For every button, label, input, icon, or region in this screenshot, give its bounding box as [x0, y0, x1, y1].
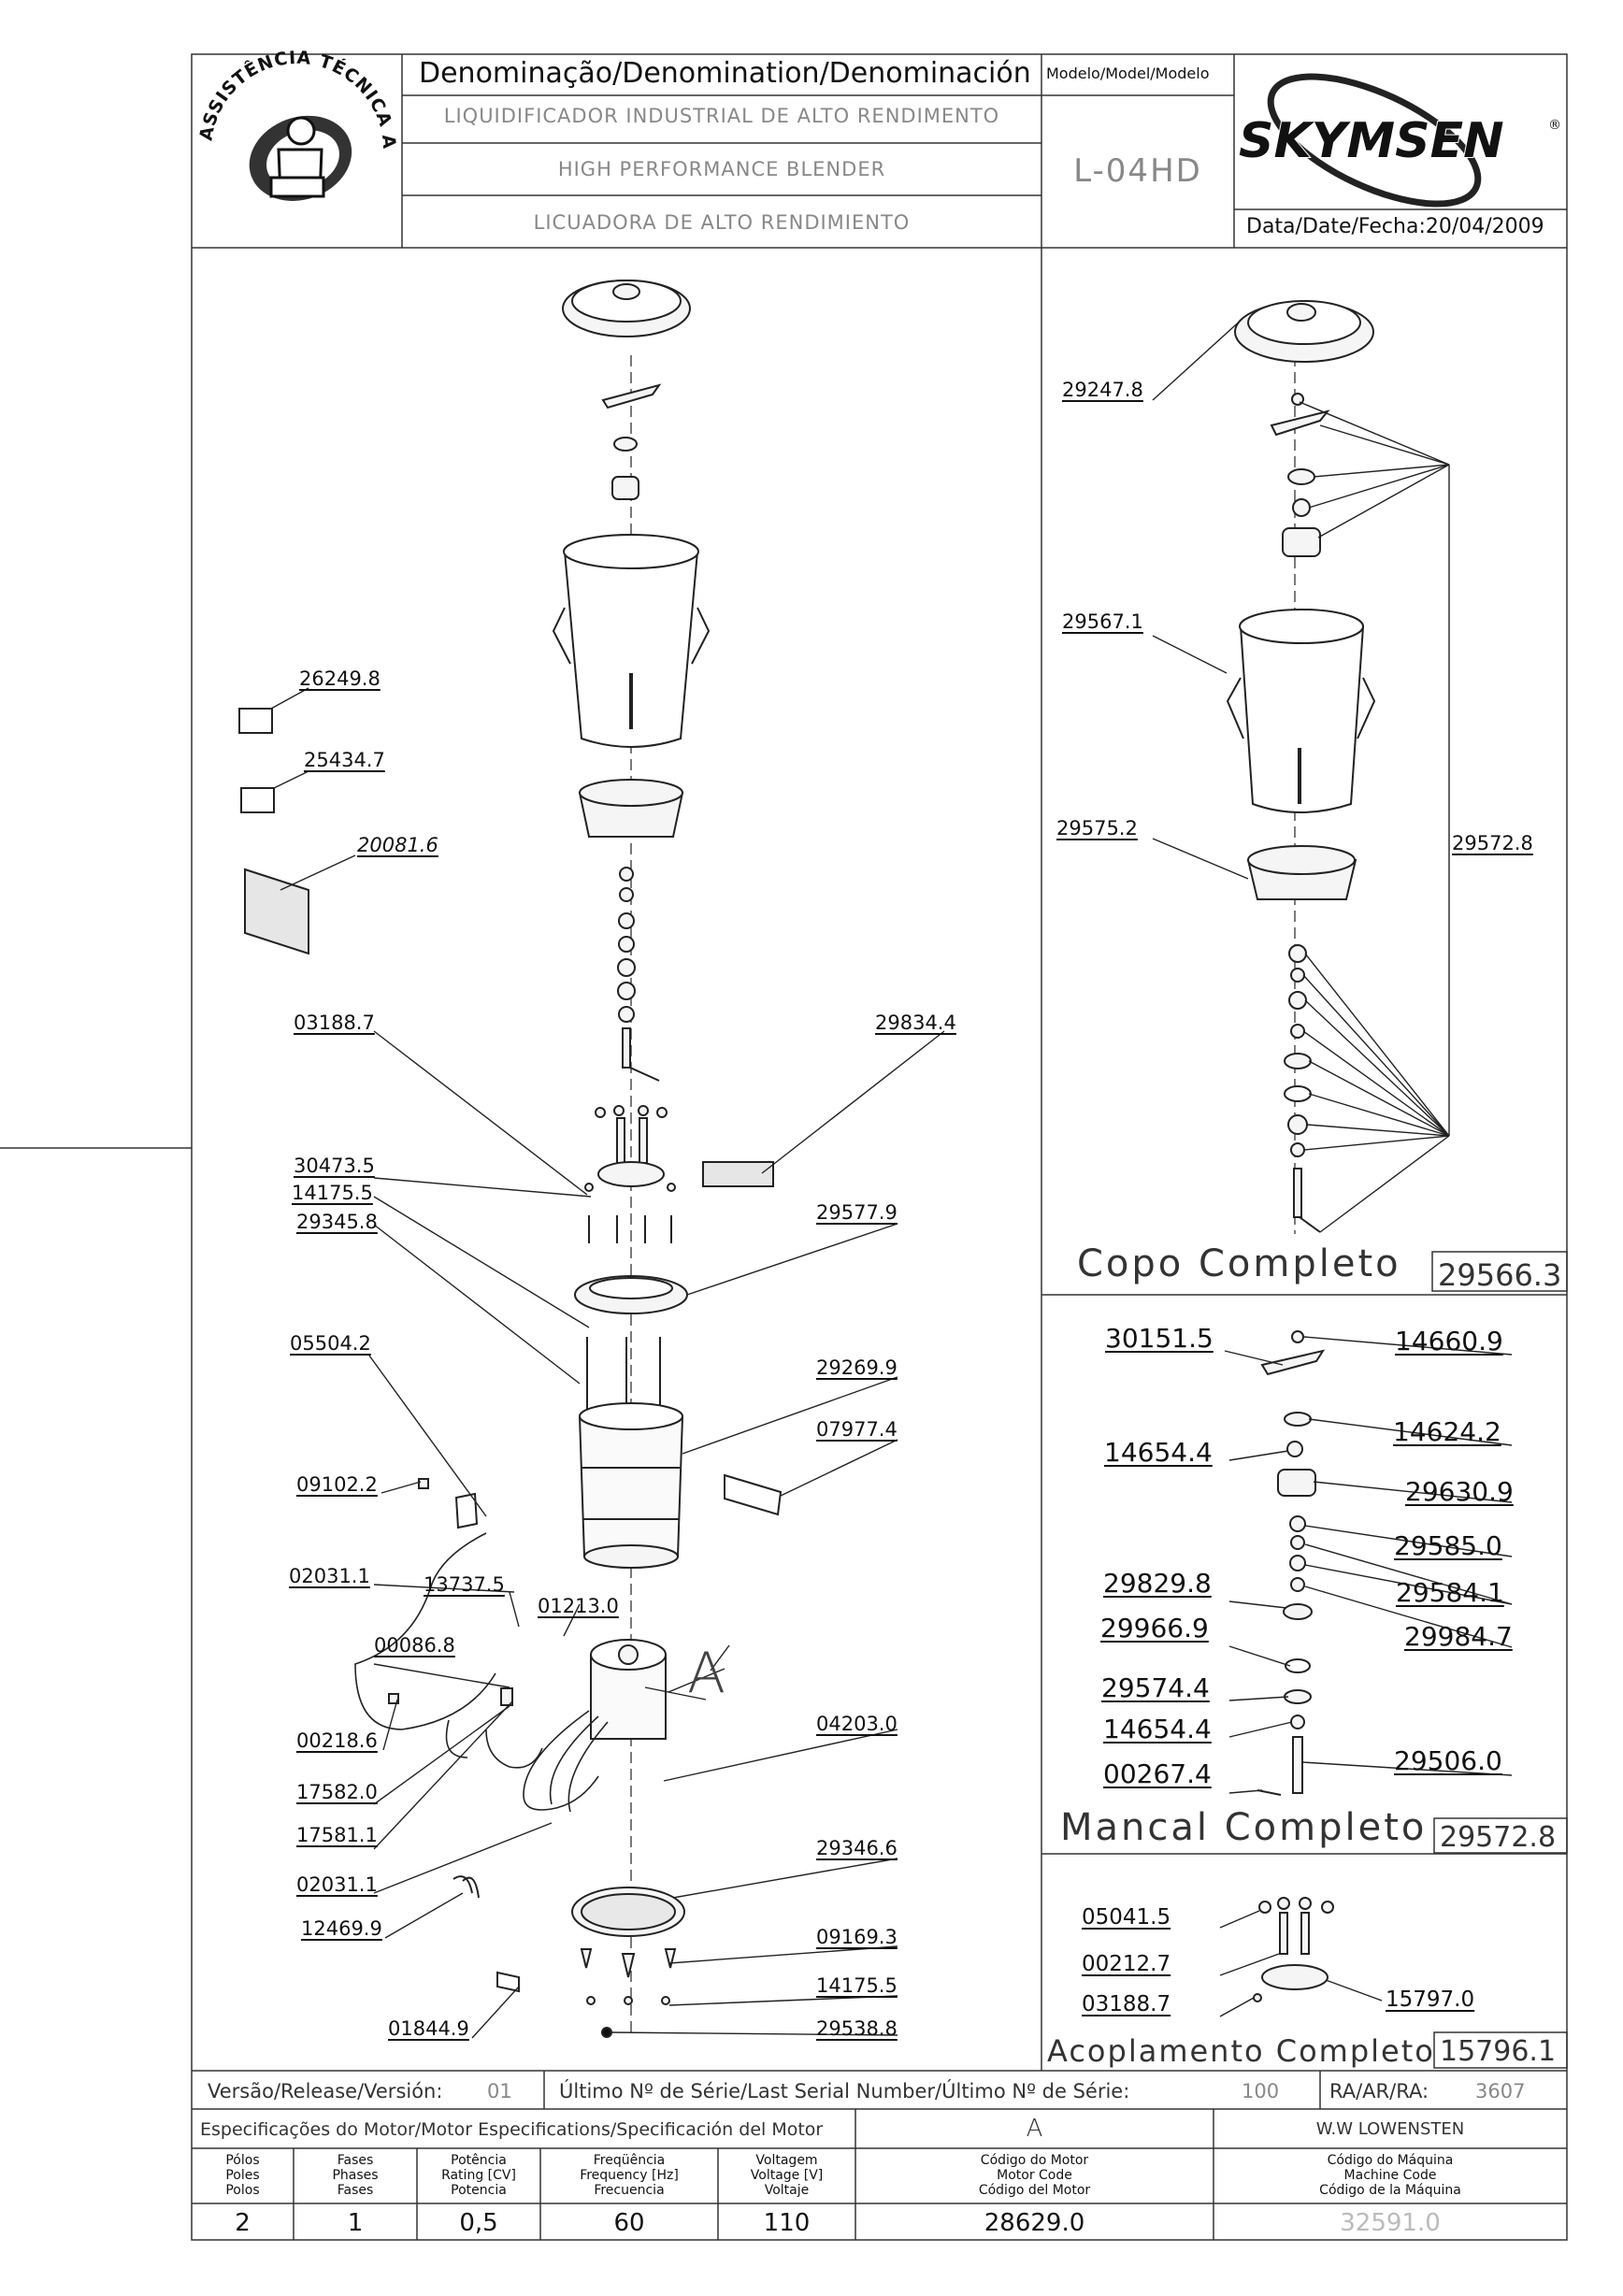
product-name-pt: LIQUIDIFICADOR INDUSTRIAL DE ALTO RENDIMENTO: [443, 105, 1000, 127]
value-rating: 0,5: [459, 2209, 498, 2237]
part-ref: 29585.0: [1394, 1530, 1502, 1561]
part-ref: 14175.5: [292, 1182, 373, 1204]
part-ref: 12469.9: [301, 1917, 382, 1940]
date-field: [1246, 217, 1544, 237]
part-ref: 29567.1: [1062, 610, 1143, 633]
col-header-motor-code: Código do Motor Motor Code Código del Motor: [978, 2153, 1091, 2198]
part-ref: 09102.2: [296, 1473, 378, 1496]
mancal-exploded-view: [1257, 1331, 1323, 1795]
part-ref: 29574.4: [1101, 1672, 1210, 1703]
motor-manufacturer: W.W LOWENSTEN: [1315, 2119, 1465, 2139]
part-ref: 29247.8: [1062, 379, 1143, 401]
part-ref: 15797.0: [1386, 1987, 1475, 2012]
part-ref: 29834.4: [875, 1012, 956, 1034]
part-ref: 29829.8: [1103, 1568, 1212, 1599]
col-header-phases: Fases Phases Fases: [332, 2153, 379, 2198]
part-ref: 14654.4: [1104, 1437, 1213, 1468]
value-frequency: 60: [613, 2209, 645, 2237]
part-ref: 05504.2: [290, 1332, 371, 1355]
part-ref: 00267.4: [1103, 1758, 1212, 1789]
part-ref: 20081.6: [357, 834, 438, 856]
part-ref: 29577.9: [816, 1201, 898, 1224]
value-phases: 1: [347, 2209, 364, 2237]
value-poles: 2: [235, 2209, 251, 2237]
part-ref: 29575.2: [1056, 817, 1138, 839]
part-ref: 29506.0: [1394, 1745, 1502, 1776]
serial-value: 100: [1242, 2080, 1280, 2102]
part-ref: 00086.8: [374, 1634, 455, 1657]
col-header-machine-code: Código do Máquina Machine Code Código de la Máquina: [1319, 2153, 1461, 2198]
mancal-title: Mancal Completo: [1060, 1806, 1428, 1849]
part-ref: 01213.0: [538, 1595, 619, 1617]
ra-value: 3607: [1475, 2080, 1526, 2102]
part-ref: 14654.4: [1103, 1714, 1212, 1744]
part-ref: 02031.1: [289, 1565, 370, 1587]
ra-label: RA/AR/RA:: [1329, 2080, 1429, 2102]
part-ref: 30473.5: [294, 1155, 375, 1177]
motor-letter: A: [1026, 2115, 1043, 2143]
svg-text:ASSISTÊNCIA TÉCNICA AUTORIZADA: ASSISTÊNCIA TÉCNICA A: [195, 47, 400, 151]
col-header-rating: Potência Rating [CV] Potencia: [441, 2153, 516, 2198]
part-ref: 17582.0: [296, 1781, 378, 1803]
part-ref: 04203.0: [816, 1713, 898, 1735]
part-ref: 29584.1: [1396, 1577, 1504, 1608]
copo-exploded-view: [1228, 301, 1374, 1234]
detail-letter-a: A: [687, 1641, 726, 1706]
part-ref: 02031.1: [296, 1873, 378, 1896]
col-header-voltage: Voltagem Voltage [V] Voltaje: [750, 2153, 824, 2198]
part-ref: 29269.9: [816, 1356, 898, 1379]
part-ref: 29630.9: [1405, 1476, 1514, 1507]
part-ref: 14624.2: [1393, 1416, 1501, 1447]
acoplamento-exploded-view: [1254, 1898, 1333, 2002]
version-label: Versão/Release/Versión:: [208, 2080, 443, 2102]
denomination-label: Denominação/Denomination/Denominación: [419, 57, 1031, 90]
motor-spec-label: Especificações do Motor/Motor Especifications/Specificación del Motor: [200, 2119, 824, 2140]
col-header-poles: Pólos Poles Polos: [225, 2153, 260, 2198]
part-ref: 29984.7: [1404, 1621, 1513, 1652]
value-machine-code: 32591.0: [1340, 2209, 1441, 2237]
part-ref: 05041.5: [1082, 1905, 1171, 1930]
version-value: 01: [487, 2080, 512, 2102]
part-ref: 03188.7: [294, 1012, 375, 1034]
acoplamento-title: Acoplamento Completo: [1047, 2033, 1435, 2069]
date-value: 20/04/2009: [1425, 215, 1544, 238]
skymsen-logo: [1239, 50, 1561, 230]
part-ref: 25434.7: [304, 749, 385, 771]
mancal-code: 29572.8: [1440, 1821, 1557, 1854]
product-name-es: LICUADORA DE ALTO RENDIMIENTO: [533, 211, 911, 234]
part-ref: 29345.8: [296, 1211, 378, 1233]
part-ref: 29346.6: [816, 1837, 898, 1859]
part-ref: 17581.1: [296, 1824, 378, 1846]
date-label: Data/Date/Fecha:: [1246, 215, 1426, 238]
part-ref: 14660.9: [1395, 1326, 1503, 1356]
part-ref: 07977.4: [816, 1418, 898, 1441]
part-ref: 00212.7: [1082, 1952, 1171, 1976]
part-ref: 09169.3: [816, 1926, 898, 1948]
svg-text:SKYMSEN: SKYMSEN: [1239, 113, 1504, 169]
part-ref: 01844.9: [388, 2017, 469, 2040]
part-ref: 00218.6: [296, 1729, 378, 1752]
value-motor-code: 28629.0: [984, 2209, 1085, 2237]
copo-title: Copo Completo: [1077, 1242, 1401, 1285]
part-ref: 29572.8: [1452, 832, 1533, 854]
model-label: Modelo/Model/Modelo: [1046, 65, 1210, 82]
part-ref: 29538.8: [816, 2017, 898, 2040]
part-ref: 03188.7: [1082, 1992, 1171, 2016]
model-number: L-04HD: [1073, 152, 1202, 190]
part-ref: 26249.8: [299, 667, 381, 690]
acoplamento-code: 15796.1: [1440, 2035, 1557, 2068]
copo-code: 29566.3: [1438, 1257, 1562, 1293]
svg-text:®: ®: [1548, 118, 1561, 133]
value-voltage: 110: [763, 2209, 811, 2237]
mancal-leader-lines: [1225, 1337, 1512, 1793]
col-header-frequency: Freqüência Frequency [Hz] Frecuencia: [580, 2153, 679, 2198]
part-ref: 14175.5: [816, 1974, 898, 1997]
serial-label: Último Nº de Série/Last Serial Number/Último Nº de Série:: [559, 2080, 1130, 2102]
part-ref: 13737.5: [424, 1573, 505, 1596]
product-name-en: HIGH PERFORMANCE BLENDER: [557, 158, 886, 180]
part-ref: 29966.9: [1100, 1613, 1209, 1643]
assistance-seal-logo: [195, 48, 399, 215]
part-ref: 30151.5: [1105, 1323, 1214, 1354]
